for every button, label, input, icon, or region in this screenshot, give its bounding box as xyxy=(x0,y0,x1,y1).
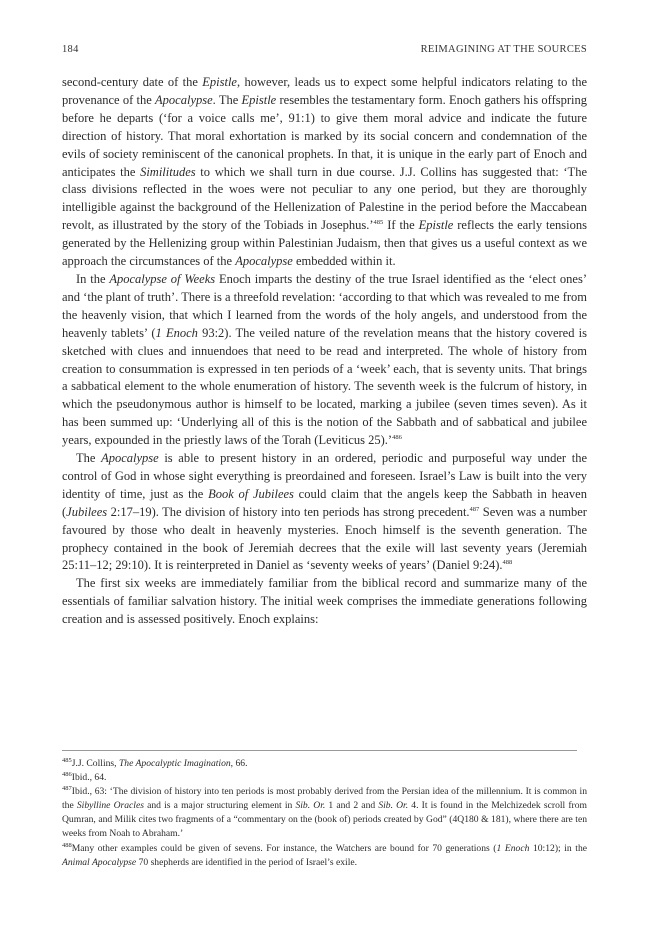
italic-title: Epistle xyxy=(241,92,277,107)
body-text xyxy=(62,74,587,629)
text-run: The xyxy=(76,451,102,466)
text-run: 1 and 2 and xyxy=(325,800,379,812)
running-header xyxy=(62,44,587,60)
text-run: 2:17–19). The division of history into ten periods has strong precedent. xyxy=(107,504,470,519)
italic-title: Animal Apocalypse xyxy=(62,856,137,868)
footnote-divider xyxy=(62,750,577,751)
italic-title: Sib. Or. xyxy=(378,800,409,812)
footnote-ref: 488 xyxy=(62,841,72,849)
text-run: Ibid., 64. xyxy=(71,772,107,784)
paragraph xyxy=(62,575,587,629)
text-run: 10:12); in the xyxy=(529,842,588,854)
footnote xyxy=(62,785,587,841)
footnote-ref: 487 xyxy=(62,785,72,792)
text-run: Seven was a number favoured by those who dealt in heavenly mysteries. Enoch himself is the seventh generation. The prophecy contained in the book of Jeremiah decrees that the exile will last seventy years (Jeremiah 25:11–12; 29:10). It is reinterpreted in Daniel as ‘seventy weeks of years’ (Daniel 9:24). xyxy=(62,504,587,573)
footnote-ref: 486 xyxy=(392,433,402,441)
text-run: could claim that the angels keep the Sabbath in heaven ( xyxy=(62,486,587,519)
text-run: In the xyxy=(76,271,110,286)
text-run: is able to present history in an ordered, periodic and purposeful way under the control of God in whose sight everything is preordained and foreseen. Israel’s Law is built into the very identity of time, just as the xyxy=(62,451,587,501)
italic-title: Apocalypse xyxy=(235,254,293,269)
text-run: The first six weeks are immediately familiar from the biblical record and summarize many of the essentials of familiar salvation history. The initial week comprises the immediate generations following creation and is assessed positively. Enoch explains: xyxy=(62,576,587,627)
italic-title: Apocalypse xyxy=(101,451,159,466)
running-title: REIMAGINING AT THE SOURCES xyxy=(420,44,587,55)
italic-title: Sibylline Oracles xyxy=(76,800,144,812)
text-run: Ibid., 63: ‘The division of history into ten periods is most probably derived from the Persian idea of the millennium. It is common in the xyxy=(62,786,587,812)
text-run: embedded within it. xyxy=(292,254,396,269)
italic-title: 1 Enoch xyxy=(496,842,530,854)
italic-title: Jubilees xyxy=(66,504,108,519)
text-run: 93:2). The veiled nature of the revelation means that the history covered is sketched with clues and innuendoes that need to be read and interpreted. The whole of history from creation to consummation is expressed in ten periods of a ‘week’ each, that is seventy units. That brings a sabbatical element to the whole enumeration of history. The seventh week is the fulcrum of history, in which the pseudonymous author is himself to be located, marking a jubilee (seven times seven). As it has been summed up: ‘Underlying all of this is the notion of the Sabbath and of sabbatical and jubilee years, expounded in the priestly laws of the Torah (Leviticus 25).’ xyxy=(62,325,587,448)
text-run: 70 shepherds are identified in the period of Israel’s exile. xyxy=(136,856,358,868)
paragraph xyxy=(62,74,587,271)
footnote xyxy=(62,842,587,870)
text-run: Many other examples could be given of sevens. For instance, the Watchers are bound for 70 generations ( xyxy=(71,842,497,854)
text-run: second-century date of the xyxy=(62,75,203,89)
footnote-ref: 488 xyxy=(502,559,513,567)
italic-title: Book of Jubilees xyxy=(208,486,294,501)
text-run: , however, leads us to expect some helpful indicators relating to the provenance of the xyxy=(62,75,588,107)
paragraph xyxy=(62,271,587,450)
text-run: reflects the early tensions generated by the Hellenizing group within Palestinian Judaism, then that gives us a useful context as we approach the circumstances of the xyxy=(62,218,587,269)
italic-title: 1 Enoch xyxy=(155,325,198,340)
paragraph xyxy=(62,450,587,575)
text-run: 4. It is found in the Melchizedek scroll from Qumran, and Milik cites two fragments of a “commentary on the (book of) periods created by God” (4Q180 & 181), where there are ten weeks from Noah to Abraham.’ xyxy=(62,800,587,840)
text-run: . The xyxy=(212,92,242,107)
italic-title: Sib. Or. xyxy=(295,800,326,812)
text-run: to which we shall turn in due course. J.J. Collins has suggested that: ‘The class divisions reflected in the woes were not peculiar to any one period, but they are thoroughly intelligible against the background of the Hellenization of Palestine in the period before the Maccabean revolt, as illustrated by the story of the Tobiads in Josephus.’ xyxy=(62,164,587,233)
footnote-ref: 485 xyxy=(373,219,384,227)
text-run: resembles the testamentary form. Enoch gathers his offspring before he departs (‘for a voice calls me’, 91:1) to give them moral advice and indicate the future direction of history. That moral exhortation is marked by its social concern and condemnation of the evils of society reminiscent of the canonical prophets. In that, it is unique in the early part of Enoch and anticipates the xyxy=(62,92,587,179)
italic-title: Apocalypse of Weeks xyxy=(109,271,216,286)
text-run: , 66. xyxy=(230,758,248,769)
text-run: and is a major structuring element in xyxy=(143,800,296,812)
italic-title: Epistle xyxy=(202,75,237,89)
footnote xyxy=(62,771,587,785)
italic-title: Similitudes xyxy=(140,164,196,179)
italic-title: Epistle xyxy=(418,218,454,233)
page-number: 184 xyxy=(62,44,79,55)
text-run: Enoch imparts the destiny of the true Israel identified as the ‘elect ones’ and ‘the plant of truth’. There is a threefold revelation: ‘according to that which was revealed to me from the heavenly vision, that which I learned from the words of the holy angels, and understood from the heavenly tablets’ ( xyxy=(62,271,587,340)
footnote-ref: 487 xyxy=(469,505,480,513)
footnote xyxy=(62,757,587,771)
footnote-ref: 485 xyxy=(62,756,72,764)
italic-title: The Apocalyptic Imagination xyxy=(118,758,231,769)
italic-title: Apocalypse xyxy=(155,92,213,107)
text-run: If the xyxy=(383,218,419,233)
footnotes xyxy=(62,757,587,870)
footnote-ref: 486 xyxy=(62,770,72,778)
text-run: J.J. Collins, xyxy=(71,758,119,769)
